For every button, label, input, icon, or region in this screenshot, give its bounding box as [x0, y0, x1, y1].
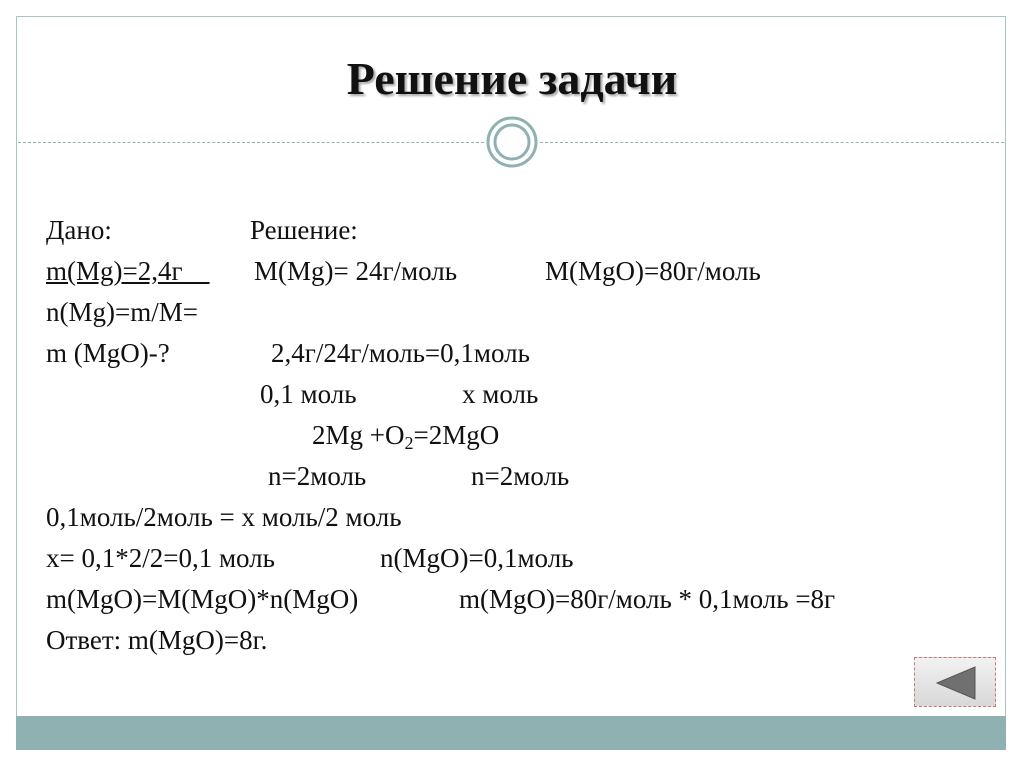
title-divider-left — [18, 142, 484, 143]
circle-ornament-icon — [486, 116, 538, 168]
back-button[interactable] — [914, 657, 996, 707]
molar-mass-mg: M(Mg)= 24г/моль — [254, 256, 458, 286]
below-mg: n=2моль — [268, 461, 367, 491]
above-mg: 0,1 моль — [260, 379, 357, 409]
solution-label: Решение: — [250, 215, 358, 245]
molar-mass-mgo: M(MgO)=80г/моль — [545, 256, 761, 286]
slide-title: Решение задачи — [346, 53, 678, 104]
amount-calc: 2,4г/24г/моль=0,1моль — [271, 338, 530, 368]
triangle-left-icon — [935, 665, 977, 701]
footer-bar — [16, 716, 1006, 750]
n-mgo: n(MgO)=0,1моль — [380, 543, 574, 573]
given-label: Дано: — [46, 215, 112, 245]
above-mgo: x моль — [462, 379, 539, 409]
proportion: 0,1моль/2моль = x моль/2 моль — [46, 502, 402, 532]
x-calc: x= 0,1*2/2=0,1 моль — [46, 543, 275, 573]
answer: Ответ: m(MgO)=8г. — [46, 625, 268, 655]
given-mass-mg: m(Mg)=2,4г — [46, 256, 183, 286]
reaction-equation: $2Mg +O_2=2MgO$ — [312, 420, 500, 453]
amount-formula: n(Mg)=m/M= — [46, 297, 198, 327]
title-divider-right — [540, 142, 1004, 143]
find-label: m (MgO)-? — [46, 338, 170, 368]
below-mgo: n=2моль — [471, 461, 570, 491]
mass-calc: m(MgO)=80г/моль * 0,1моль =8г — [459, 584, 836, 614]
mass-formula: m(MgO)=M(MgO)*n(MgO) — [46, 584, 359, 614]
